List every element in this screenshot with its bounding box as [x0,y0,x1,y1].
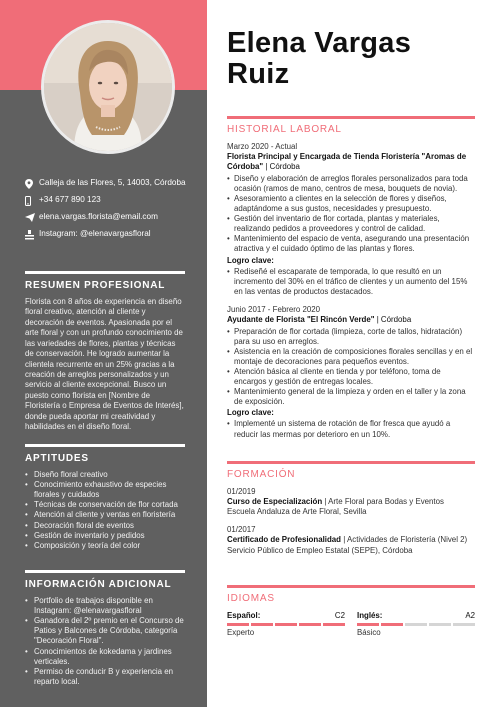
list-item: • Ganadora del 2º premio en el Concurso de Patios y Balcones de Córdoba, categoría "Decoración Floral". [25,616,185,646]
list-item: • Diseño floral creativo [25,470,185,480]
job-entry [227,142,475,297]
job-date: Junio 2017 - Febrero 2020 [227,304,320,314]
list-item: • Técnicas de conservación de flor cortada [25,500,185,510]
section-divider [227,116,475,119]
language-description: Básico [357,628,381,637]
skills-title: APTITUDES [25,453,89,464]
skills-section [25,444,185,551]
list-item: • Decoración floral de eventos [25,521,185,531]
level-segment [275,623,297,626]
job-role [227,152,475,172]
language-level-bar [357,623,475,626]
achievements-list [227,267,475,297]
key-achievement-label: Logro clave: [227,408,274,418]
achievements-list [227,419,475,439]
level-segment [299,623,321,626]
additional-list [25,596,185,687]
education-section [227,461,475,556]
level-segment [227,623,249,626]
additional-title: INFORMACIÓN ADICIONAL [25,579,172,590]
list-item: • Mantenimiento general de la limpieza y orden en el taller y la zona de exposición. [227,387,475,407]
work-title: HISTORIAL LABORAL [227,124,342,135]
summary-section [25,271,185,432]
course-detail: | Arte Floral para Bodas y Eventos [322,497,444,507]
education-entry [227,525,475,555]
candidate-name [227,28,411,91]
phone-icon [25,195,39,206]
list-item: • Asistencia en la creación de composiciones florales sencillas y en el montaje de decoraciones para pequeños eventos. [227,347,475,367]
education-date: 01/2017 [227,525,256,535]
email-text[interactable]: elena.vargas.florista@email.com [39,212,158,221]
language-level: A2 [465,611,475,620]
language-entry [227,611,345,637]
course-detail: | Actividades de Floristería (Nivel 2) [341,535,468,545]
contact-phone [25,195,200,206]
language-name: Español: [227,611,261,620]
list-item: • Preparación de flor cortada (limpieza, corte de tallos, hidratación) para su uso en arreglos. [227,327,475,347]
language-description: Experto [227,628,255,637]
additional-section [25,570,185,687]
language-level: C2 [334,611,345,620]
name-line-1: Elena Vargas [227,27,412,59]
job-tasks [227,174,475,255]
level-segment [453,623,475,626]
list-item: • Implementé un sistema de rotación de flor fresca que ayudó a reducir las mermas por deterioro en un 10%. [227,419,475,439]
job-place: | Córdoba [263,161,300,171]
list-item: • Portfolio de trabajos disponible en Instagram: @elenavargasfloral [25,596,185,616]
section-divider [25,444,185,447]
skills-list [25,470,185,551]
level-segment [357,623,379,626]
level-segment [251,623,273,626]
language-name: Inglés: [357,611,383,620]
job-role [227,315,475,325]
summary-text: Florista con 8 años de experiencia en diseño floral creativo, atención al cliente y decoración de eventos. Apasionada por el arte floral y con un profundo conocimiento de las variedades de flores, plantas y técnicas de conservación. He logrado aumentar la clientela recurrente en un 25% gracias a la creación de arreglos personalizados y un servicio al cliente excepcional. Busco un puesto como florista en [Nombre de Floristería o Empresa de Eventos de Interés], donde pueda aportar mi creatividad y habilidades en el diseño floral. [25,297,184,432]
course-name: Curso de Especialización [227,497,323,507]
phone-text[interactable]: +34 677 890 123 [39,195,101,204]
list-item: • Diseño y elaboración de arreglos florales personalizados para toda ocasión (ramos de mano, centros de mesa, bouquets de novia). [227,174,475,194]
work-section [227,116,475,440]
job-title: Florista Principal y Encargada de Tienda Floristería "Aromas de Córdoba" [227,151,467,171]
level-segment [405,623,427,626]
list-item: • Asesoramiento a clientes en la selección de flores y diseños, adaptándome a sus gustos, necesidades y presupuesto. [227,194,475,214]
address-text: Calleja de las Flores, 5, 14003, Córdoba [39,178,186,187]
section-divider [25,271,185,274]
section-divider [25,570,185,573]
list-item: • Atención al cliente y ventas en floristería [25,510,185,520]
profile-photo [41,20,175,154]
education-course [227,535,475,545]
languages-section [227,585,475,637]
list-item: • Conocimientos de kokedama y jardines verticales. [25,647,185,667]
sidebar [0,0,207,707]
level-segment [381,623,403,626]
list-item: • Gestión de inventario y pedidos [25,531,185,541]
level-segment [323,623,345,626]
language-level-bar [227,623,345,626]
job-place: | Córdoba [374,314,412,324]
job-title: Ayudante de Florista "El Rincón Verde" [227,314,375,324]
section-divider [227,585,475,588]
level-segment [429,623,451,626]
list-item: • Gestión del inventario de flor cortada, plantas y materiales, realizando pedidos a proveedores y control de calidad. [227,214,475,234]
instagram-text[interactable]: Instagram: @elenavargasfloral [39,228,151,238]
send-icon [25,212,39,222]
location-icon [25,178,39,189]
languages-list [227,611,475,637]
contact-email [25,212,200,223]
list-item: • Rediseñé el escaparate de temporada, lo que resultó en un incremento del 30% en el tráfico de clientes y un aumento del 15% en las ventas de productos destacados. [227,267,475,297]
list-item: • Mantenimiento del espacio de venta, asegurando una presentación atractiva y el cuidado óptimo de las plantas y flores. [227,234,475,254]
list-item: • Permiso de conducir B y experiencia en reparto local. [25,667,185,687]
job-tasks [227,327,475,408]
education-course [227,497,475,507]
job-date: Marzo 2020 - Actual [227,142,298,151]
key-achievement-label: Logro clave: [227,255,274,265]
list-item: • Atención básica al cliente en tienda y por teléfono, toma de encargos y gestión de entregas locales. [227,367,475,387]
list-item: • Conocimiento exhaustivo de especies florales y cuidados [25,480,185,500]
contact-block [25,178,200,246]
language-entry [357,611,475,637]
education-entry [227,487,475,517]
education-date: 01/2019 [227,487,256,496]
job-entry [227,305,475,440]
name-line-2: Ruiz [227,58,290,91]
summary-title: RESUMEN PROFESIONAL [25,280,166,291]
list-item: • Composición y teoría del color [25,541,185,551]
bookmark-icon [25,229,39,240]
contact-instagram [25,229,200,240]
education-school: Servicio Público de Empleo Estatal (SEPE), Córdoba [227,545,413,555]
section-divider [227,461,475,464]
education-school: Escuela Andaluza de Arte Floral, Sevilla [227,507,367,517]
contact-address [25,178,200,189]
education-title: FORMACIÓN [227,469,296,480]
course-name: Certificado de Profesionalidad [227,535,341,545]
languages-title: IDIOMAS [227,593,275,604]
